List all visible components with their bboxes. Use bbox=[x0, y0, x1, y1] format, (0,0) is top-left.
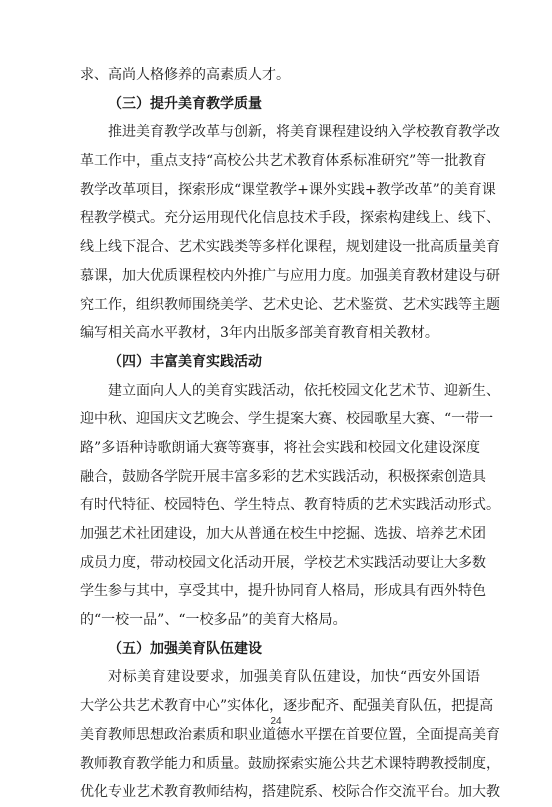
text-line: 线上线下混合、艺术实践类等多样化课程，规划建设一批高质量美育 bbox=[80, 239, 500, 256]
text-line: 成员力度，带动校园文化活动开展，学校艺术实践活动要让大多数 bbox=[80, 554, 486, 571]
text-line: 美育教师思想政治素质和职业道德水平摆在首要位置，全面提高美育 bbox=[80, 726, 500, 743]
page-number: 24 bbox=[270, 716, 282, 727]
text-line: 究工作，组织教师围绕美学、艺术史论、艺术鉴赏、艺术实践等主题 bbox=[80, 296, 500, 313]
section-heading: （四）丰富美育实践活动 bbox=[108, 353, 262, 370]
text-line: 有时代特征、校园特色、学生特点、教育特质的艺术实践活动形式。 bbox=[80, 497, 500, 514]
text-line: 求、高尚人格修养的高素质人才。 bbox=[80, 67, 290, 83]
text-line: 对标美育建设要求，加强美育队伍建设，加快“西安外国语 bbox=[108, 669, 480, 686]
text-line: 融合，鼓励各学院开展丰富多彩的艺术实践活动，积极探索创造具 bbox=[80, 468, 486, 485]
text-line: 建立面向人人的美育实践活动，依托校园文化艺术节、迎新生、 bbox=[108, 382, 500, 399]
body-paragraph bbox=[80, 663, 500, 806]
text-line: 程教学模式。充分运用现代化信息技术手段，探索构建线上、线下、 bbox=[80, 210, 500, 227]
text-line: 推进美育教学改革与创新，将美育课程建设纳入学校教育教学改 bbox=[108, 124, 500, 141]
text-line: 优化专业艺术教育教师结构，搭建院系、校际合作交流平台。加大教 bbox=[80, 784, 500, 801]
text-line: 教学改革项目，探索形成“课堂教学+课外实践+教学改革”的美育课 bbox=[80, 181, 496, 198]
text-line: 慕课，加大优质课程校内外推广与应用力度。加强美育教材建设与研 bbox=[80, 267, 500, 284]
text-line: 的“一校一品”、“一校多品”的美育大格局。 bbox=[80, 612, 347, 629]
text-line: 加强艺术社团建设，加大从普通在校生中挖掘、选拔、培养艺术团 bbox=[80, 526, 486, 542]
text-line: 大学公共艺术教育中心”实体化，逐步配齐、配强美育队伍，把提高 bbox=[80, 698, 494, 715]
text-line: 革工作中，重点支持“高校公共艺术教育体系标准研究”等一批教育 bbox=[80, 153, 487, 170]
section-heading: （三）提升美育教学质量 bbox=[108, 95, 262, 112]
body-paragraph bbox=[80, 377, 500, 635]
text-line: 教师教育教学能力和质量。鼓励探索实施公共艺术课特聘教授制度， bbox=[80, 755, 500, 772]
section-heading: （五）加强美育队伍建设 bbox=[108, 640, 262, 657]
body-paragraph bbox=[80, 118, 500, 348]
text-line: 路”多语种诗歌朗诵大赛等赛事，将社会实践和校园文化建设深度 bbox=[80, 439, 480, 456]
text-line: 迎中秋、迎国庆文艺晚会、学生提案大赛、校园歌星大赛、“一带一 bbox=[80, 411, 494, 428]
body-paragraph bbox=[80, 61, 480, 90]
text-line: 学生参与其中，享受其中，提升协同育人格局，形成具有西外特色 bbox=[80, 583, 486, 600]
document-body bbox=[80, 61, 500, 807]
text-line: 编写相关高水平教材，3年内出版多部美育教育相关教材。 bbox=[80, 325, 439, 342]
